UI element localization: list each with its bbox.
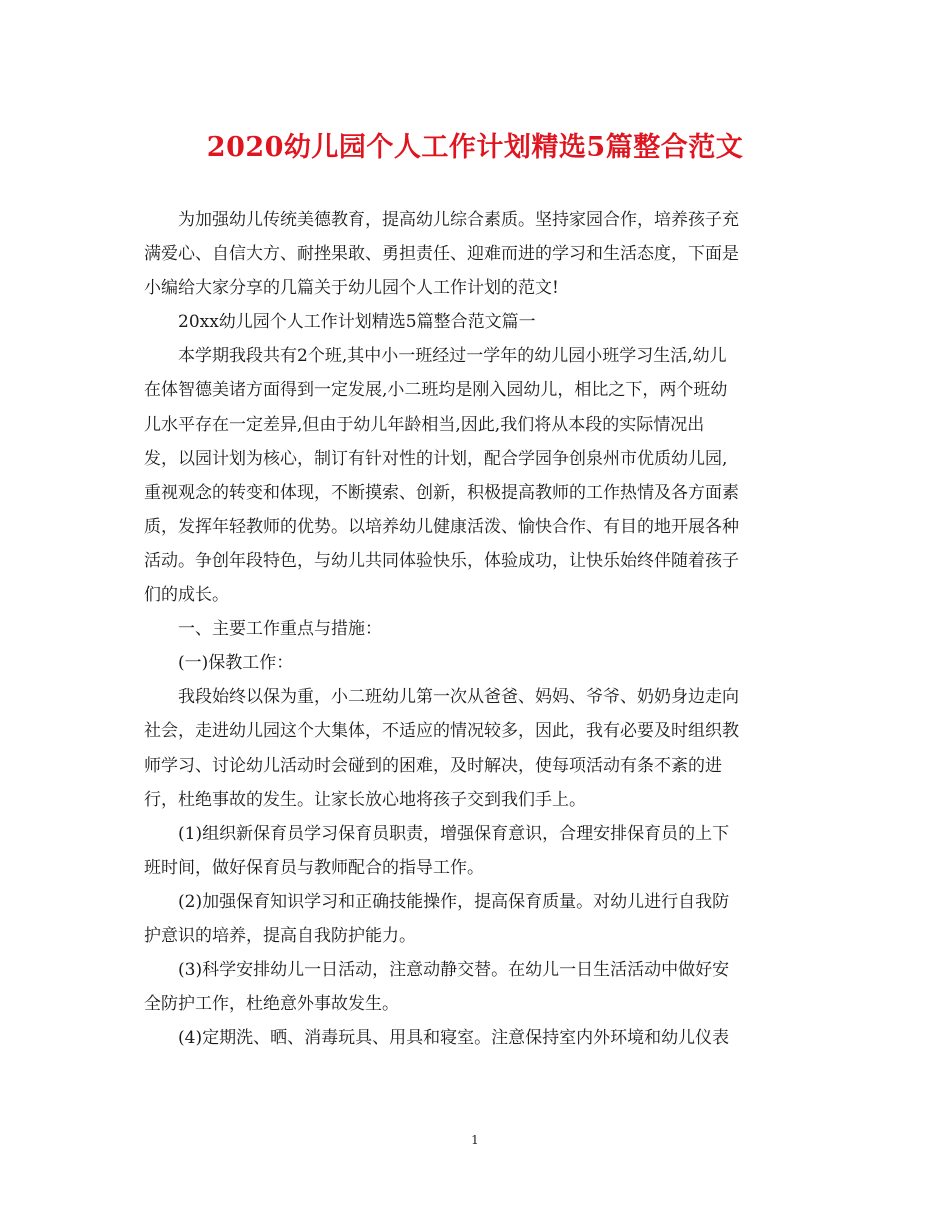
body-line: 质，发挥年轻教师的优势。以培养幼儿健康活泼、愉快合作、有目的地开展各种: [144, 516, 739, 537]
body-line: 班时间，做好保育员与教师配合的指导工作。: [144, 857, 484, 878]
body-line: 重视观念的转变和体现，不断摸索、创新，积极提高教师的工作热情及各方面素: [144, 482, 739, 503]
body-line: 小编给大家分享的几篇关于幼儿园个人工作计划的范文!: [144, 278, 559, 299]
body-line: 活动。争创年段特色，与幼儿共同体验快乐，体验成功，让快乐始终伴随着孩子: [144, 550, 739, 571]
body-line: 全防护工作，杜绝意外事故发生。: [144, 994, 399, 1015]
page-number: 1: [471, 1133, 479, 1147]
body-line: 儿水平存在一定差异,但由于幼儿年龄相当,因此,我们将从本段的实际情况出: [144, 414, 705, 435]
body-line: 在体智德美诸方面得到一定发展,小二班均是刚入园幼儿，相比之下，两个班幼: [144, 380, 728, 401]
document-body: [144, 203, 804, 1055]
body-line: 我段始终以保为重，小二班幼儿第一次从爸爸、妈妈、爷爷、奶奶身边走向: [178, 687, 739, 708]
body-line: 们的成长。: [144, 585, 229, 606]
body-line: 为加强幼儿传统美德教育，提高幼儿综合素质。坚持家园合作，培养孩子充: [178, 210, 739, 230]
body-line: (4)定期洗、晒、消毒玩具、用具和寝室。注意保持室内外环境和幼儿仪表: [178, 1028, 730, 1049]
body-line: (2)加强保育知识学习和正确技能操作，提高保育质量。对幼儿进行自我防: [178, 891, 730, 912]
body-line: 行，杜绝事故的发生。让家长放心地将孩子交到我们手上。: [144, 789, 586, 810]
body-line: 本学期我段共有2个班,其中小一班经过一学年的幼儿园小班学习生活,幼儿: [178, 346, 727, 367]
body-line: 护意识的培养，提高自我防护能力。: [144, 925, 416, 946]
body-line: 一、主要工作重点与措施：: [178, 619, 382, 640]
body-line: (一)保教工作：: [178, 653, 294, 674]
body-line: 满爱心、自信大方、耐挫果敢、勇担责任、迎难而进的学习和生活态度，下面是: [144, 244, 739, 265]
body-line: 发，以园计划为核心，制订有针对性的计划，配合学园争创泉州市优质幼儿园,: [144, 448, 728, 469]
body-line: (3)科学安排幼儿一日活动，注意动静交替。在幼儿一日生活活动中做好安: [178, 960, 730, 981]
document-title: 2020幼儿园个人工作计划精选5篇整合范文: [206, 132, 744, 163]
body-line: (1)组织新保育员学习保育员职责，增强保育意识，合理安排保育员的上下: [178, 823, 730, 844]
body-line: 20xx幼儿园个人工作计划精选5篇整合范文篇一: [178, 312, 536, 333]
body-line: 社会，走进幼儿园这个大集体，不适应的情况较多，因此，我有必要及时组织教: [144, 721, 739, 742]
body-line: 师学习、讨论幼儿活动时会碰到的困难，及时解决，使每项活动有条不紊的进: [144, 755, 722, 776]
